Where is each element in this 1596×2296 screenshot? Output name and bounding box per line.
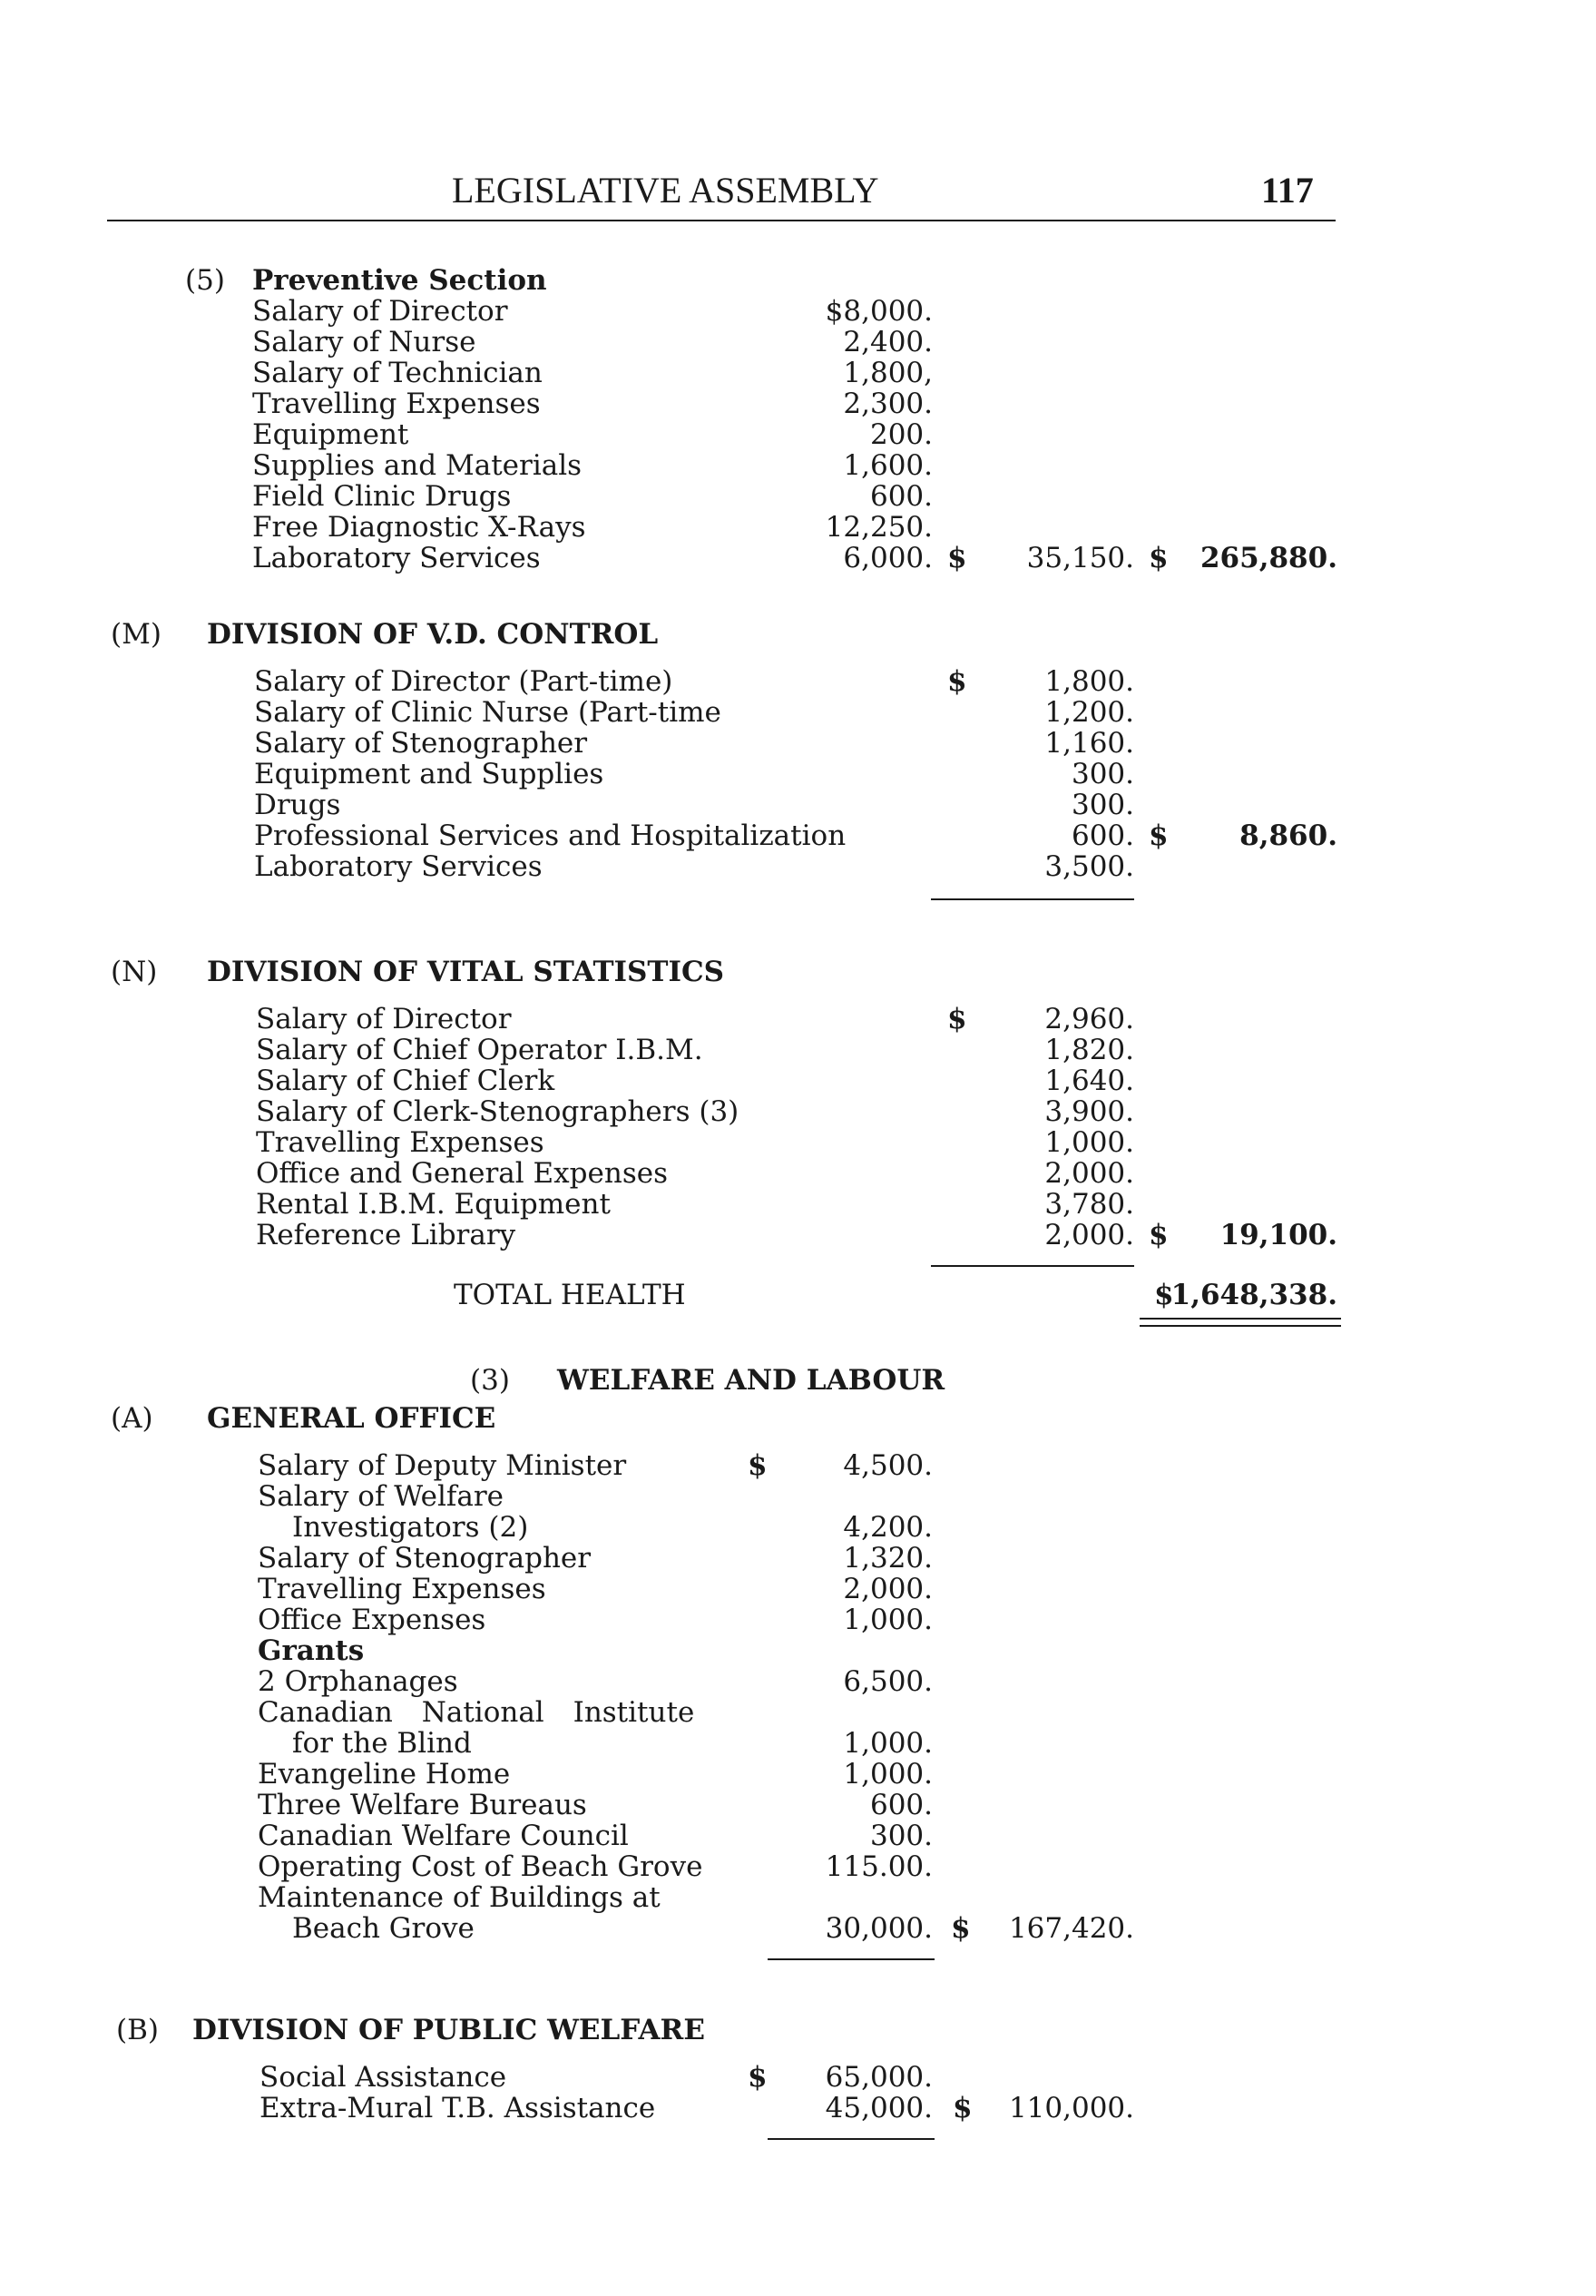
line-item-amount: 1,000. bbox=[843, 1758, 933, 1791]
line-item-label: Three Welfare Bureaus bbox=[258, 1789, 587, 1821]
line-item-label: Field Clinic Drugs bbox=[252, 480, 512, 513]
division-letter: (A) bbox=[111, 1402, 153, 1435]
line-item-amount: 3,900. bbox=[1044, 1095, 1134, 1128]
line-item-label: Salary of Stenographer bbox=[254, 727, 588, 760]
line-item-amount: 2,960. bbox=[1044, 1003, 1134, 1035]
line-item-amount: 1,000. bbox=[843, 1727, 933, 1760]
division-heading: DIVISION OF PUBLIC WELFARE bbox=[192, 2014, 705, 2046]
line-item-label: Drugs bbox=[254, 789, 341, 821]
line-item-amount: 45,000. bbox=[825, 2092, 933, 2124]
line-item-label: Salary of Nurse bbox=[252, 326, 476, 358]
total-dollar-sign: $ bbox=[1149, 1219, 1169, 1251]
line-item-amount: 600. bbox=[869, 1789, 933, 1821]
line-item-amount: 2,000. bbox=[1044, 1219, 1134, 1251]
line-item-amount: 1,800, bbox=[843, 357, 933, 389]
line-item-label: 2 Orphanages bbox=[258, 1665, 458, 1698]
line-item-amount: 1,000. bbox=[843, 1604, 933, 1636]
division-heading: DIVISION OF VITAL STATISTICS bbox=[207, 956, 725, 988]
line-item-label: Salary of Clinic Nurse (Part-time bbox=[254, 696, 721, 729]
line-item-amount: 1,000. bbox=[1044, 1126, 1134, 1159]
subtotal-dollar-sign: $ bbox=[951, 1912, 971, 1945]
preventive-subtotal: 35,150. bbox=[1026, 542, 1134, 574]
line-item-amount: 2,300. bbox=[843, 388, 933, 420]
section-number: (3) bbox=[470, 1364, 510, 1397]
line-item-label: Salary of Clerk-Stenographers (3) bbox=[256, 1095, 739, 1128]
subtotal-dollar-sign: $ bbox=[953, 2092, 973, 2124]
line-item-label: Canadian Welfare Council bbox=[258, 1820, 629, 1852]
total-dollar-sign: $ bbox=[1149, 819, 1169, 852]
line-item-amount: 30,000. bbox=[825, 1912, 933, 1945]
line-item-label: Investigators (2) bbox=[292, 1511, 529, 1544]
total-health-amount: 1,648,338. bbox=[1170, 1279, 1337, 1311]
page-header-title: LEGISLATIVE ASSEMBLY bbox=[452, 170, 879, 211]
subtotal-dollar-sign: $ bbox=[947, 542, 967, 574]
line-item-amount: 1,320. bbox=[843, 1542, 933, 1575]
line-item-amount: 300. bbox=[869, 1820, 933, 1852]
line-item-label: Salary of Director bbox=[252, 295, 508, 328]
dollar-sign: $ bbox=[947, 665, 967, 698]
line-item-label: Rental I.B.M. Equipment bbox=[256, 1188, 611, 1221]
line-item-amount: $8,000. bbox=[825, 295, 933, 328]
line-item-amount: 1,600. bbox=[843, 449, 933, 482]
line-item-label: Maintenance of Buildings at bbox=[258, 1881, 661, 1914]
dollar-sign: $ bbox=[947, 1003, 967, 1035]
line-item-label: Salary of Stenographer bbox=[258, 1542, 592, 1575]
vd-total: 8,860. bbox=[1239, 819, 1337, 852]
line-item-amount: 2,000. bbox=[843, 1573, 933, 1605]
line-item-amount: 300. bbox=[1071, 789, 1134, 821]
subtotal-rule bbox=[768, 1958, 935, 1960]
double-rule-top bbox=[1140, 1318, 1341, 1320]
line-item-amount: 3,500. bbox=[1044, 850, 1134, 883]
page-number: 117 bbox=[1261, 170, 1314, 211]
line-item-label: Office Expenses bbox=[258, 1604, 486, 1636]
preventive-total: 265,880. bbox=[1199, 542, 1337, 574]
total-health-label: TOTAL HEALTH bbox=[454, 1279, 686, 1311]
vital-total: 19,100. bbox=[1219, 1219, 1337, 1251]
line-item-amount: 600. bbox=[869, 480, 933, 513]
line-item-label: Travelling Expenses bbox=[258, 1573, 546, 1605]
line-item-amount: 2,000. bbox=[1044, 1157, 1134, 1190]
subtotal-rule bbox=[931, 898, 1134, 900]
line-item-amount: 6,000. bbox=[843, 542, 933, 574]
division-letter: (N) bbox=[111, 956, 158, 988]
division-letter: (B) bbox=[116, 2014, 159, 2046]
line-item-label: Office and General Expenses bbox=[256, 1157, 668, 1190]
line-item-label: Salary of Director bbox=[256, 1003, 512, 1035]
line-item-amount: 115.00. bbox=[825, 1850, 933, 1883]
line-item-label: Salary of Welfare bbox=[258, 1480, 504, 1513]
line-item-label: Reference Library bbox=[256, 1219, 516, 1251]
line-item-amount: 1,800. bbox=[1044, 665, 1134, 698]
line-item-label: Travelling Expenses bbox=[252, 388, 541, 420]
preventive-section-heading: Preventive Section bbox=[252, 264, 547, 297]
division-heading: DIVISION OF V.D. CONTROL bbox=[207, 618, 659, 651]
line-item-label: for the Blind bbox=[292, 1727, 472, 1760]
line-item-amount: 200. bbox=[869, 418, 933, 451]
division-letter: (M) bbox=[111, 618, 162, 651]
line-item-label: Salary of Chief Operator I.B.M. bbox=[256, 1034, 703, 1066]
line-item-label: Operating Cost of Beach Grove bbox=[258, 1850, 703, 1883]
line-item-label: Laboratory Services bbox=[254, 850, 543, 883]
welfare-general-subtotal: 167,420. bbox=[1008, 1912, 1134, 1945]
dollar-sign: $ bbox=[748, 1449, 768, 1482]
line-item-label: Laboratory Services bbox=[252, 542, 541, 574]
line-item-amount: 12,250. bbox=[825, 511, 933, 544]
public-welfare-subtotal: 110,000. bbox=[1008, 2092, 1134, 2124]
line-item-amount: 4,200. bbox=[843, 1511, 933, 1544]
line-item-amount: 1,200. bbox=[1044, 696, 1134, 729]
double-rule-bottom bbox=[1140, 1325, 1341, 1327]
line-item-label: Social Assistance bbox=[259, 2061, 507, 2094]
line-item-label: Canadian National Institute bbox=[258, 1696, 695, 1729]
section-title: WELFARE AND LABOUR bbox=[557, 1364, 945, 1397]
line-item-amount: 3,780. bbox=[1044, 1188, 1134, 1221]
line-item-label: Salary of Chief Clerk bbox=[256, 1065, 555, 1097]
preventive-section-number: (5) bbox=[185, 264, 225, 297]
line-item-label: Travelling Expenses bbox=[256, 1126, 544, 1159]
subtotal-rule bbox=[931, 1265, 1134, 1267]
line-item-label: Salary of Technician bbox=[252, 357, 543, 389]
line-item-label: Equipment and Supplies bbox=[254, 758, 604, 790]
line-item-label: Supplies and Materials bbox=[252, 449, 583, 482]
line-item-label: Salary of Director (Part-time) bbox=[254, 665, 673, 698]
line-item-label: Professional Services and Hospitalization bbox=[254, 819, 847, 852]
line-item-amount: 1,820. bbox=[1044, 1034, 1134, 1066]
total-dollar-sign: $ bbox=[1149, 542, 1169, 574]
line-item-amount: 2,400. bbox=[843, 326, 933, 358]
line-item-label: Equipment bbox=[252, 418, 409, 451]
line-item-label: Beach Grove bbox=[292, 1912, 475, 1945]
line-item-amount: 600. bbox=[1071, 819, 1134, 852]
line-item-amount: 300. bbox=[1071, 758, 1134, 790]
line-item-amount: 65,000. bbox=[825, 2061, 933, 2094]
line-item-amount: 1,160. bbox=[1044, 727, 1134, 760]
subtotal-rule bbox=[768, 2138, 935, 2140]
line-item-amount: 1,640. bbox=[1044, 1065, 1134, 1097]
header-rule bbox=[107, 220, 1336, 221]
line-item-label: Free Diagnostic X-Rays bbox=[252, 511, 586, 544]
line-item-label: Extra-Mural T.B. Assistance bbox=[259, 2092, 656, 2124]
division-heading: GENERAL OFFICE bbox=[207, 1402, 496, 1435]
line-item-amount: 4,500. bbox=[843, 1449, 933, 1482]
line-item-label: Evangeline Home bbox=[258, 1758, 511, 1791]
line-item-label: Salary of Deputy Minister bbox=[258, 1449, 627, 1482]
total-health-dollar-sign: $ bbox=[1154, 1279, 1174, 1311]
grants-subheading: Grants bbox=[258, 1634, 365, 1667]
dollar-sign: $ bbox=[748, 2061, 768, 2094]
line-item-amount: 6,500. bbox=[843, 1665, 933, 1698]
